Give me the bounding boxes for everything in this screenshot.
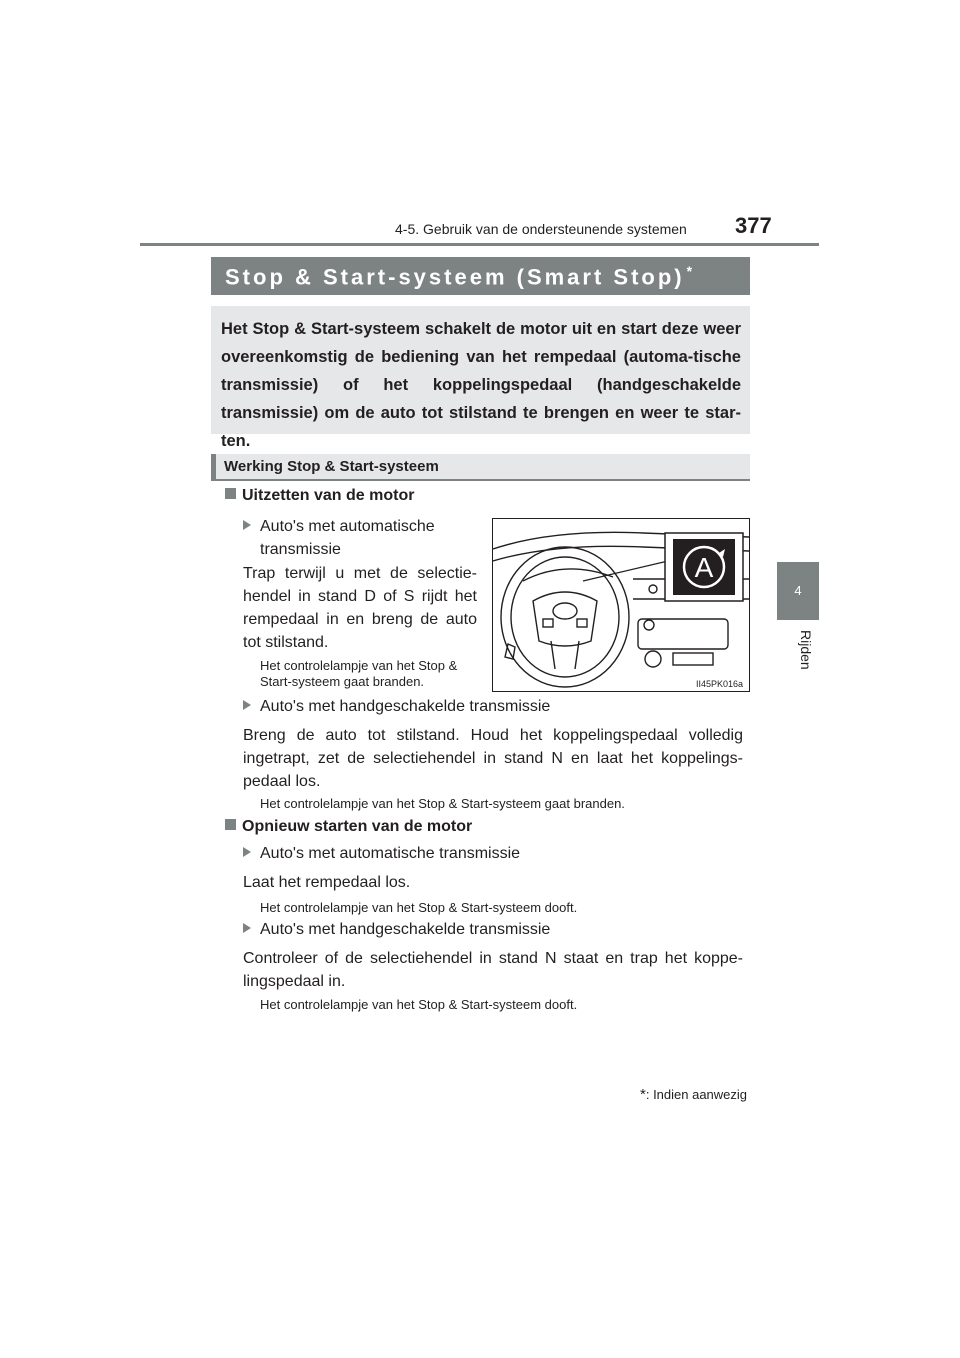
section-title-text: Stop & Start-systeem (Smart Stop) (225, 264, 685, 290)
section-title-bar (211, 257, 750, 295)
page-number: 377 (735, 213, 772, 238)
figure-code: II45PK016a (695, 679, 743, 689)
header-divider (140, 243, 819, 246)
footnote-asterisk: * (640, 1086, 646, 1103)
chapter-tab-number: 4 (777, 562, 819, 620)
square-bullet-icon (225, 488, 236, 499)
dashboard-drawing (493, 519, 749, 691)
intro-box (211, 306, 750, 450)
square-bullet-icon (225, 819, 236, 830)
triangle-bullet-icon (243, 520, 251, 530)
bullet-auto-stop (243, 515, 480, 561)
intro-text: Het Stop & Start-systeem schakelt de motor uit en start deze weer overeenkomstig de bediening van het rempedaal (automa-tische transmissie) of het koppelingspedaal (handgeschakelde transmissie) om de auto tot stilstand te brengen en weer te star-ten. (221, 320, 741, 450)
subsection-bar (211, 454, 750, 481)
bullet-manual-restart (243, 921, 550, 939)
chapter-tab-label: Rijden (798, 630, 814, 670)
bullet-auto-restart (243, 845, 520, 863)
bullet-auto-restart-text: Auto's met automatische transmissie (260, 845, 521, 862)
footnote (640, 1086, 747, 1103)
note-manual-restart: Het controlelampje van het Stop & Start-systeem dooft. (260, 997, 578, 1012)
body-manual-restart: Controleer of de selectiehendel in stand N staat en trap het koppe-lingspedaal in. (243, 950, 743, 990)
bullet-manual-stop (243, 698, 550, 716)
note-manual-stop: Het controlelampje van het Stop & Start-systeem gaat branden. (260, 796, 625, 811)
bullet-auto-stop-text: Auto's met automatische transmissie (260, 518, 435, 558)
bullet-manual-restart-text: Auto's met handgeschakelde transmissie (260, 921, 551, 938)
section-title (225, 263, 692, 290)
heading-stop-engine-text: Uitzetten van de motor (242, 487, 415, 504)
bullet-manual-stop-text: Auto's met handgeschakelde transmissie (260, 698, 551, 715)
body-auto-restart: Laat het rempedaal los. (243, 874, 411, 891)
note-auto-restart: Het controlelampje van het Stop & Start-systeem dooft. (260, 900, 578, 915)
svg-text:A: A (694, 552, 714, 583)
triangle-bullet-icon (243, 700, 251, 710)
footnote-text: : Indien aanwezig (645, 1087, 748, 1102)
body-auto-stop: Trap terwijl u met de selectie-hendel in stand D of S rijdt het rempedaal in en breng de auto tot stilstand. (243, 565, 477, 651)
triangle-bullet-icon (243, 923, 251, 933)
heading-restart-engine-text: Opnieuw starten van de motor (242, 818, 473, 835)
title-asterisk: * (686, 263, 693, 279)
header-section-title: 4-5. Gebruik van de ondersteunende systemen (395, 221, 687, 237)
subsection-accent (211, 454, 216, 479)
heading-restart-engine (225, 818, 472, 836)
heading-stop-engine (225, 487, 414, 505)
dashboard-illustration (492, 518, 750, 692)
subsection-title: Werking Stop & Start-systeem (224, 458, 439, 475)
body-manual-stop: Breng de auto tot stilstand. Houd het koppelingspedaal volledig ingetrapt, zet de selectiehendel in stand N en laat het koppelings-pedaal los. (243, 727, 743, 790)
note-auto-stop: Het controlelampje van het Stop & Start-systeem gaat branden. (260, 658, 458, 689)
triangle-bullet-icon (243, 847, 251, 857)
